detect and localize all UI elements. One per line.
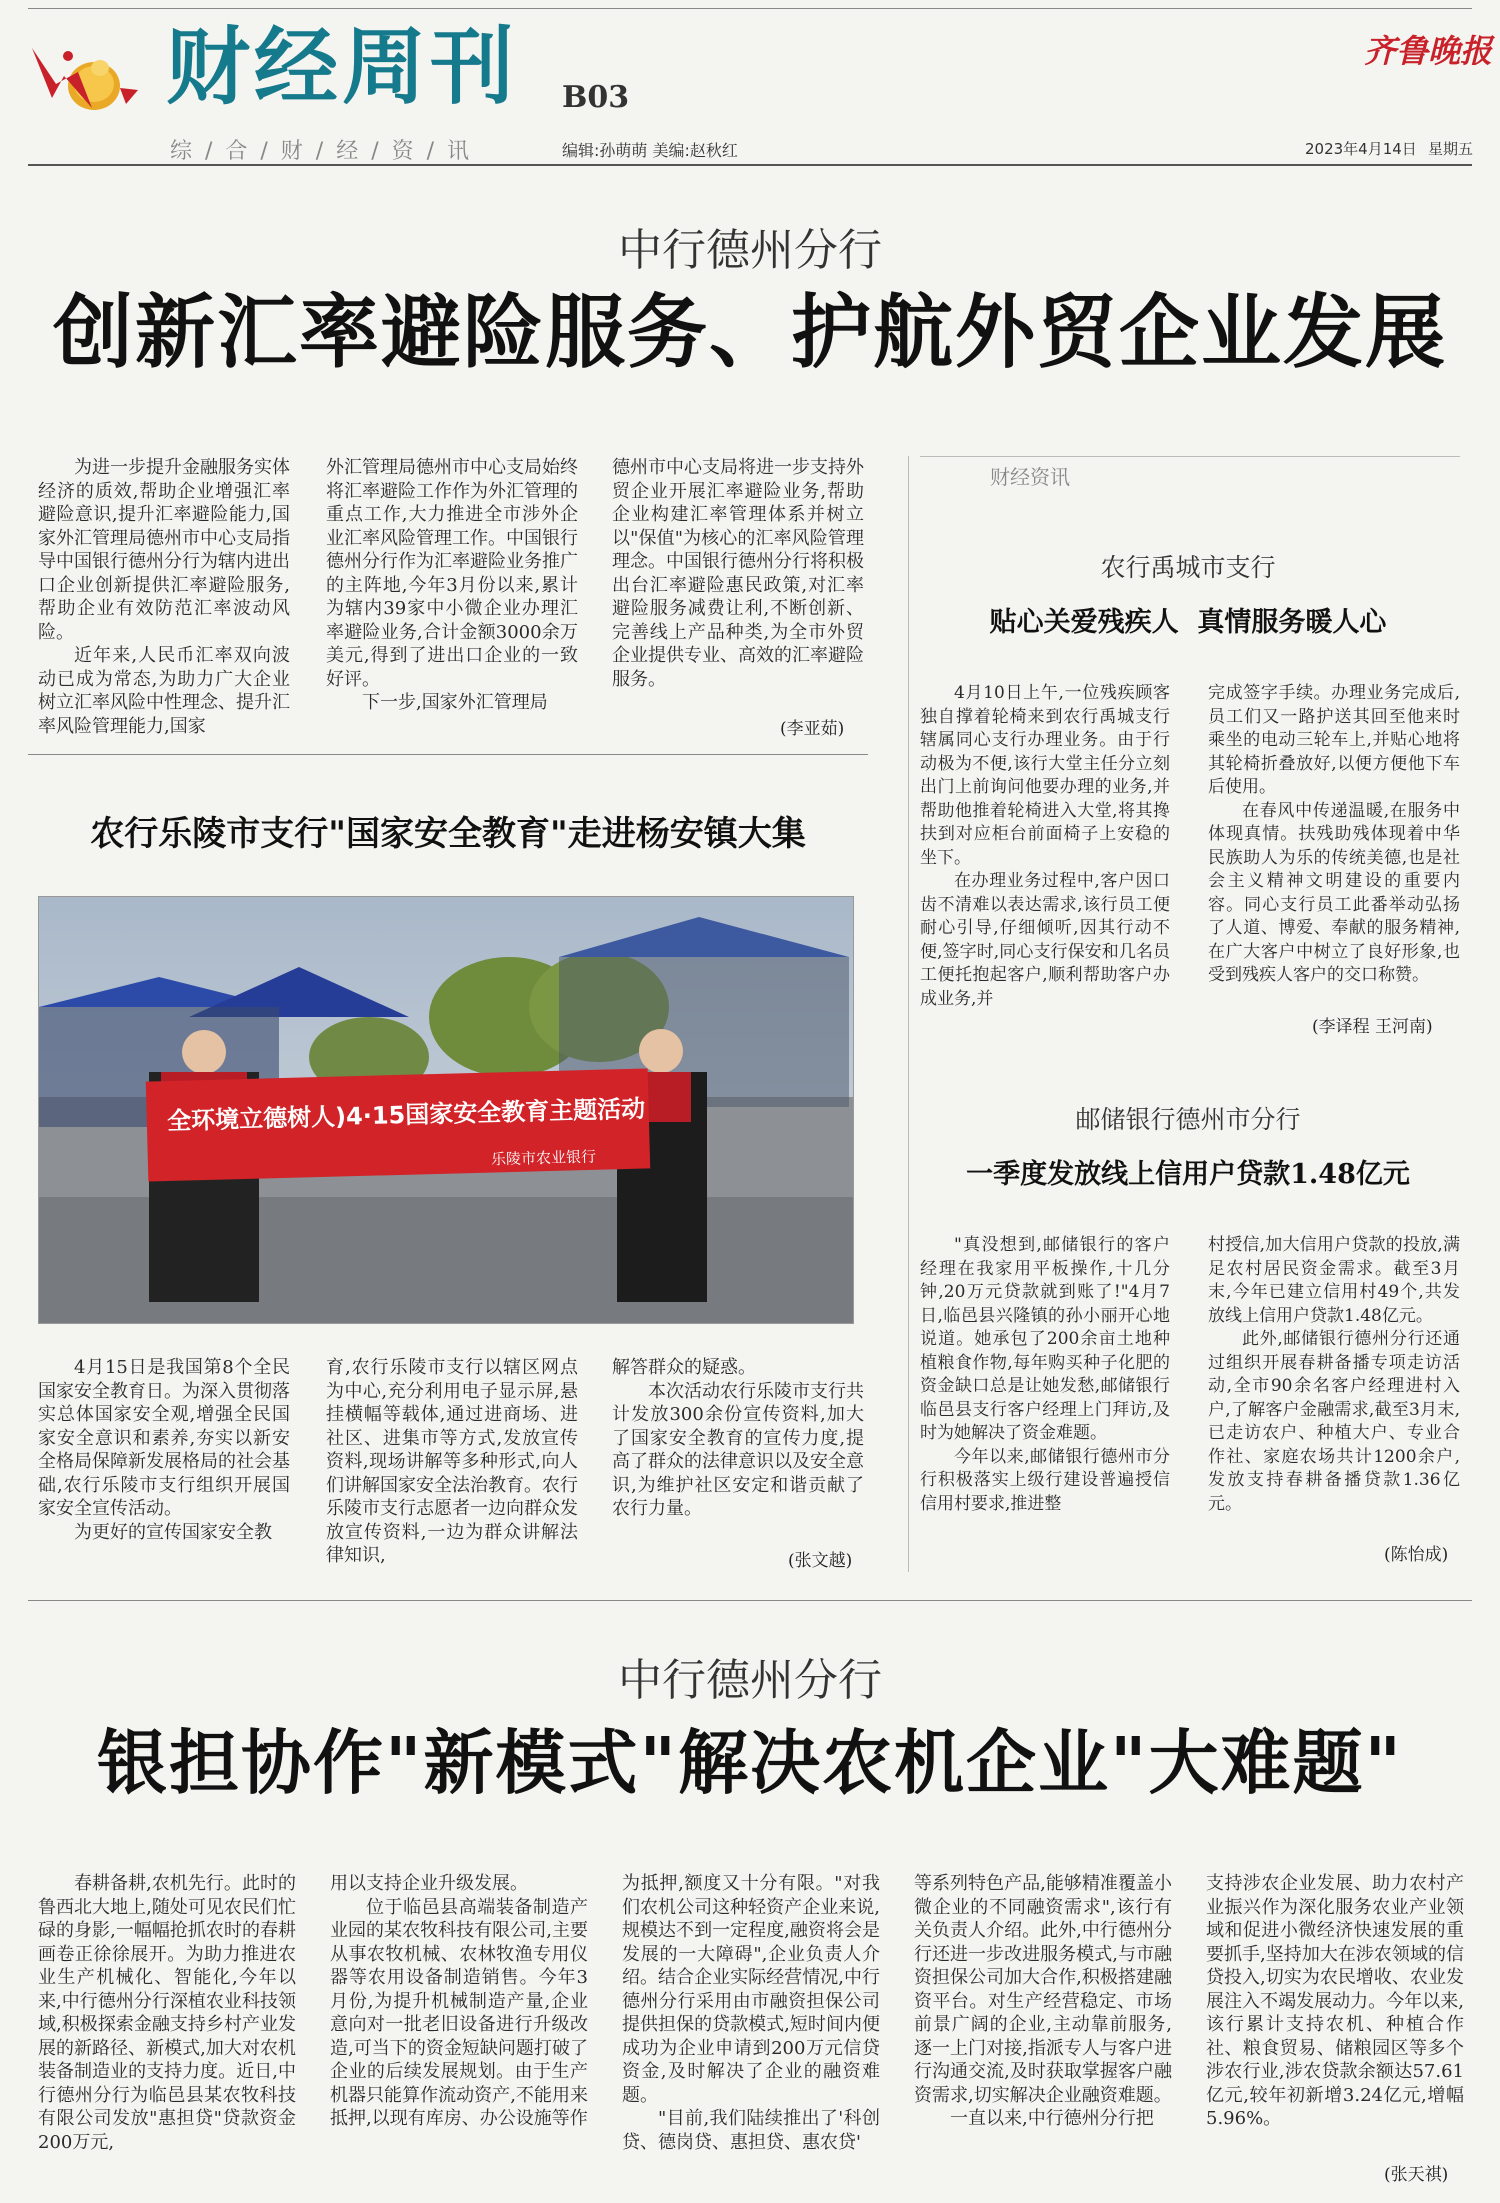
masthead-rule [28,164,1472,166]
sidebar-story2-col2-para2: 此外,邮储银行德州分行还通过组织开展春耕备播专项走访活动,全市90余名客户经理进村入户,了解客户金融需求,截至3月末,已走访农户、种植大户、专业合作社、家庭农场共计1200余户,发放支持春耕备播贷款1.36亿元。 [1208,1329,1460,1514]
article1-col2-para2: 下一步,国家外汇管理局 [362,692,548,713]
sidebar-story2-col1 [920,1234,1170,1516]
article3-col3-para: 为抵押,额度又十分有限。"对我们农机公司这种轻资产企业来说,规模达不到一定程度,融资将会是发展的一大障碍",企业负责人介绍。结合企业实际经营情况,中行德州分行采用由市融资担保公司提供担保的贷款模式,短时间内便成功为企业申请到200万元信贷资金,及时解决了企业的融资难题。 [622,1873,880,2106]
article2-col2 [326,1356,578,1568]
article1-col3 [612,456,864,691]
coin-arrow-icon [22,28,140,124]
article1-byline: (李亚茹) [780,719,845,739]
banner-subtext: 乐陵市农业银行 [490,1147,597,1169]
masthead-weekday: 星期五 [1428,140,1474,158]
article3-top-rule [28,1600,1472,1601]
article2-headline: 农行乐陵市支行"国家安全教育"走进杨安镇大集 [90,814,806,854]
sidebar-story2-col2-para: 村授信,加大信用户贷款的投放,满足农村居民资金需求。截至3月末,今年已建立信用村49个,共发放线上信用户贷款1.48亿元。 [1208,1235,1460,1326]
sidebar-story2-col1-para2: 今年以来,邮储银行德州市分行积极落实上级行建设普遍授信信用村要求,推进整 [920,1446,1170,1514]
sidebar-story2-kicker: 邮储银行德州市分行 [1075,1105,1301,1134]
masthead-date: 2023年4月14日 [1305,140,1417,158]
article3-col2-para2: 位于临邑县高端装备制造产业园的某农牧科技有限公司,主要从事农牧机械、农林牧渔专用仪器等农用设备制造销售。今年3月份,为提升机械制造产量,企业意向对一批老旧设备进行升级改造,可当下的资金短缺问题打破了企业的后续发展规划。由于生产机器只能算作流动资产,不能用来抵押,以现有库房、办公设施等作 [330,1896,588,2129]
article2-col1-para2: 为更好的宣传国家安全教 [74,1521,272,1543]
sidebar-story1-col2-para: 完成签字手续。办理业务完成后,员工们又一路护送其回至他来时乘坐的电动三轮车上,并贴心地将其轮椅折叠放好,以便方便他下车后使用。 [1208,683,1460,797]
article1-col1-para: 为进一步提升金融服务实体经济的质效,帮助企业增强汇率避险意识,提升汇率避险能力,国家外汇管理局德州市中心支局指导中国银行德州分行为辖内进出口企业创新提供汇率避险服务,帮助企业有效防范汇率波动风险。 [38,457,290,643]
article2-col3-para: 解答群众的疑惑。 [612,1357,756,1378]
article1-bottom-rule [28,754,868,755]
sidebar-story2-col2 [1208,1234,1460,1516]
article3-col1 [38,1872,296,2154]
article1-headline: 创新汇率避险服务、护航外贸企业发展 [53,285,1447,379]
article3-byline: (张天祺) [1384,2165,1449,2185]
article3-col2 [330,1872,588,2131]
masthead-title: 财经周刊 [166,18,519,116]
article2-photo [38,896,854,1324]
sidebar-label [920,456,1460,489]
article3-col5-para: 支持涉农企业发展、助力农村产业振兴作为深化服务农业产业领域和促进小微经济快速发展的重要抓手,坚持加大在涉农领域的信贷投入,切实为农民增收、农业发展注入不竭发展动力。今年以来,该行累计支持农机、种植合作社、粮食贸易、储粮园区等多个涉农行业,涉农贷款余额达57.61亿元,较年初新增3.24亿元,增幅5.96%。 [1206,1873,1464,2129]
sidebar-story1-col2 [1208,682,1460,988]
masthead-tagline: 综 / 合 / 财 / 经 / 资 / 讯 [170,139,472,164]
article1-col1 [38,456,290,738]
masthead-editors: 编辑:孙萌萌 美编:赵秋红 [562,141,738,160]
page-number: B03 [562,80,630,115]
sidebar-story1-col1-para2: 在办理业务过程中,客户因口齿不清难以表达需求,该行员工便耐心引导,仔细倾听,因其行动不便,签字时,同心支行保安和几名员工便托抱起客户,顺利帮助客户办成业务,并 [920,871,1170,1009]
article2-col1-para: 4月15日是我国第8个全民国家安全教育日。为深入贯彻落实总体国家安全观,增强全民国家安全意识和素养,夯实以新安全格局保障新发展格局的社会基础,农行乐陵市支行组织开展国家安全宣传活动。 [38,1357,290,1519]
sidebar-story2-byline: (陈怡成) [1384,1545,1449,1565]
newspaper-logo: 齐鲁晚报 [1364,32,1493,70]
article3-headline: 银担协作"新模式"解决农机企业"大难题" [97,1721,1403,1804]
article1-col2-para: 外汇管理局德州市中心支局始终将汇率避险工作作为外汇管理的重点工作,大力推进全市涉外企业汇率风险管理工作。中国银行德州分行作为汇率避险业务推广的主阵地,今年3月份以来,累计为辖内39家中小微企业办理汇率避险业务,合计金额3000余万美元,得到了进出口企业的一致好评。 [326,457,578,690]
article1-col3-para: 德州市中心支局将进一步支持外贸企业开展汇率避险业务,帮助企业构建汇率管理体系并树立以"保值"为核心的汇率风险管理理念。中国银行德州分行将积极出台汇率避险惠民政策,对汇率避险服务减费让利,不断创新、完善线上产品种类,为全市外贸企业提供专业、高效的汇率避险服务。 [612,457,864,690]
sidebar-story1-col1-para: 4月10日上午,一位残疾顾客独自撑着轮椅来到农行禹城支行辖属同心支行办理业务。由于行动极为不便,该行大堂主任分立刻出门上前询问他要办理的业务,并帮助他推着轮椅进入大堂,将其搀扶到对应柜台前面椅子上安稳的坐下。 [920,683,1170,868]
masthead-logo [22,28,140,124]
article3-kicker: 中行德州分行 [618,1655,882,1706]
article3-col4-para2: 一直以来,中行德州分行把 [950,2108,1154,2129]
banner-text: 全环境立德树人)4·15国家安全教育主题活动 [166,1094,646,1136]
article2-col3-para2: 本次活动农行乐陵市支行共计发放300余份宣传资料,加大了国家安全教育的宣传力度,提高了群众的法律意识以及安全意识,为维护社区安定和谐贡献了农行力量。 [612,1380,864,1519]
article1-kicker: 中行德州分行 [618,225,882,276]
sidebar-label-text: 财经资讯 [982,461,1078,490]
article2-col3 [612,1356,864,1521]
article3-col3 [622,1872,880,2154]
article3-col4-para: 等系列特色产品,能够精准覆盖小微企业的不同融资需求",该行有关负责人介绍。此外,中行德州分行还进一步改进服务模式,与市融资担保公司加大合作,积极搭建融资平台。对生产经营稳定、市场前景广阔的企业,主动靠前服务,逐一上门对接,指派专人与客户进行沟通交流,及时获取掌握客户融资需求,切实解决企业融资难题。 [914,1873,1172,2106]
sidebar-story1-byline: (李译程 王河南) [1312,1017,1433,1037]
article1-col2 [326,456,578,715]
article3-col2-para: 用以支持企业升级发展。 [330,1873,528,1894]
sidebar-story2-col1-para: "真没想到,邮储银行的客户经理在我家用平板操作,十几分钟,20万元贷款就到账了!"4月7日,临邑县兴隆镇的孙小丽开心地说道。她承包了200余亩土地种植粮食作物,每年购买种子化肥的资金缺口总是让她发愁,邮储银行临邑县支行客户经理上门拜访,及时为她解决了资金难题。 [920,1235,1170,1443]
top-rule [28,8,1472,9]
sidebar-story2-headline: 一季度发放线上信用户贷款1.48亿元 [966,1159,1410,1190]
article3-col4 [914,1872,1172,2131]
article3-col1-para: 春耕备耕,农机先行。此时的鲁西北大地上,随处可见农民们忙碌的身影,一幅幅抢抓农时的春耕画卷正徐徐展开。为助力推进农业生产机械化、智能化,今年以来,中行德州分行深植农业科技领域,积极探索金融支持乡村产业发展的新路径、新模式,加大对农机装备制造业的支持力度。近日,中行德州分行为临邑县某农牧科技有限公司发放"惠担贷"贷款资金200万元, [38,1873,296,2153]
article1-col1-para2: 近年来,人民币汇率双向波动已成为常态,为助力广大企业树立汇率风险中性理念、提升汇率风险管理能力,国家 [38,645,290,737]
sidebar-story1-headline: 贴心关爱残疾人 真情服务暖人心 [989,607,1387,638]
article2-byline: (张文越) [788,1551,853,1571]
article2-col1 [38,1356,290,1544]
article3-col3-para2: "目前,我们陆续推出了'科创贷、德岗贷、惠担贷、惠农贷' [622,2108,880,2153]
sidebar-story1-col2-para2: 在春风中传递温暖,在服务中体现真情。扶残助残体现着中华民族助人为乐的传统美德,也是社会主义精神文明建设的重要内容。同心支行员工此番举动弘扬了人道、博爱、奉献的服务精神,在广大客户中树立了良好形象,也受到残疾人客户的交口称赞。 [1208,800,1460,985]
sidebar-story1-kicker: 农行禹城市支行 [1100,553,1276,582]
sidebar-story1-col1 [920,682,1170,1011]
article3-col5 [1206,1872,1464,2131]
article2-col2-para: 育,农行乐陵市支行以辖区网点为中心,充分利用电子显示屏,悬挂横幅等载体,通过进商场、进社区、进集市等方式,发放宣传资料,现场讲解等多种形式,向人们讲解国家安全法治教育。农行乐陵市支行志愿者一边向群众发放宣传资料,一边为群众讲解法律知识, [326,1357,578,1566]
